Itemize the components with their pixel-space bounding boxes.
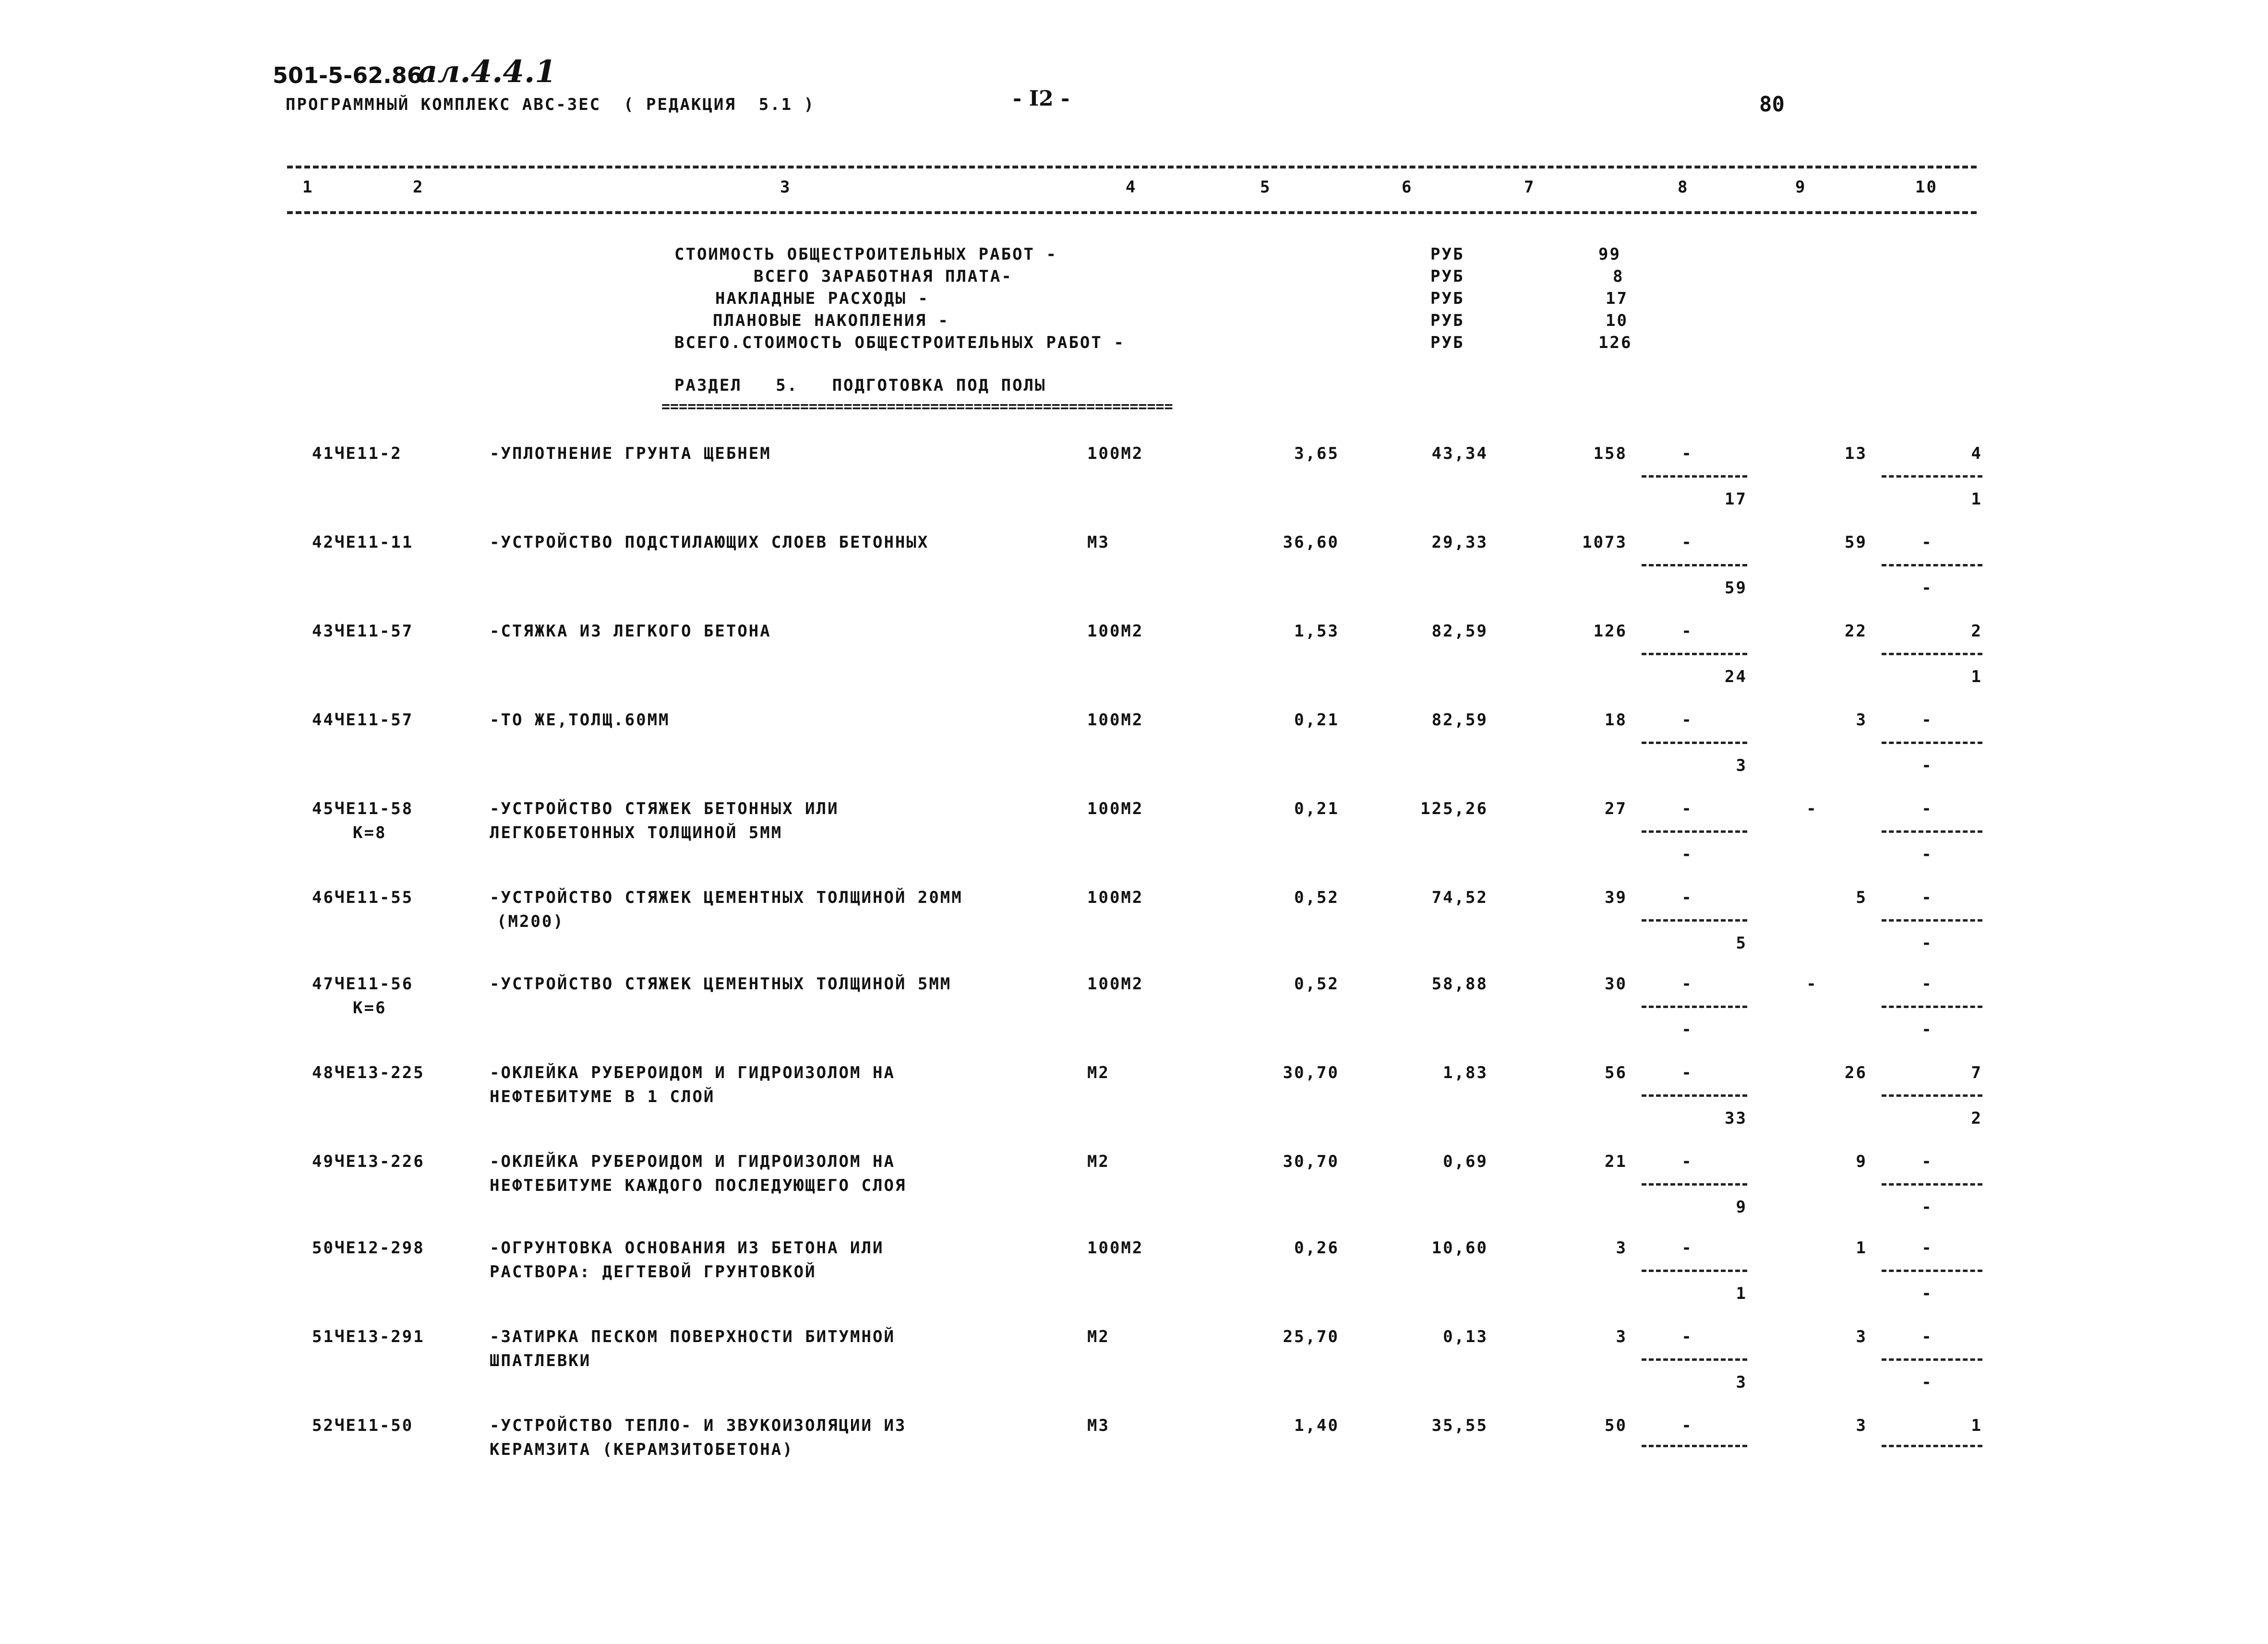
item-col10: - bbox=[1921, 974, 1933, 994]
item-description: -ОКЛЕЙКА РУБЕРОИДОМ И ГИДРОИЗОЛОМ НА bbox=[490, 1063, 895, 1082]
item-col10: - bbox=[1921, 799, 1933, 818]
item-code: 48ЧЕ13-225 bbox=[312, 1063, 425, 1082]
item-total: 50 bbox=[1605, 1416, 1627, 1435]
item-col8-rule bbox=[1642, 742, 1747, 744]
item-col9: 3 bbox=[1856, 710, 1867, 730]
item-col9: 26 bbox=[1845, 1063, 1867, 1082]
item-col10: - bbox=[1921, 1238, 1933, 1258]
handwritten-reference: ал.4.4.1 bbox=[418, 54, 556, 90]
sheet-number: 80 bbox=[1759, 92, 1785, 117]
header-bottom-rule bbox=[287, 211, 1977, 214]
section-underline: =========================================================== bbox=[661, 398, 1173, 415]
item-col8-rule bbox=[1642, 830, 1747, 833]
item-description: -ОГРУНТОВКА ОСНОВАНИЯ ИЗ БЕТОНА ИЛИ bbox=[490, 1238, 884, 1258]
summary-unit: РУБ bbox=[1430, 333, 1464, 352]
item-total: 27 bbox=[1605, 799, 1627, 818]
item-unit-price: 0,13 bbox=[1443, 1327, 1488, 1346]
item-quantity: 0,21 bbox=[1294, 799, 1339, 818]
item-col9: - bbox=[1806, 974, 1818, 994]
item-description-cont: КЕРАМЗИТА (КЕРАМЗИТОБЕТОНА) bbox=[490, 1440, 794, 1459]
header-top-rule bbox=[287, 166, 1977, 168]
item-unit-price: 43,34 bbox=[1431, 444, 1488, 463]
item-description: -УСТРОЙСТВО ТЕПЛО- И ЗВУКОИЗОЛЯЦИИ ИЗ bbox=[490, 1416, 907, 1435]
item-col10: 7 bbox=[1971, 1063, 1982, 1082]
item-quantity: 3,65 bbox=[1294, 444, 1339, 463]
item-col8-wage: 24 bbox=[1725, 667, 1747, 686]
item-code: 51ЧЕ13-291 bbox=[312, 1327, 425, 1346]
item-code: 42ЧЕ11-11 bbox=[312, 533, 414, 552]
item-unit-price: 58,88 bbox=[1431, 974, 1488, 994]
item-col10: - bbox=[1921, 888, 1933, 907]
item-col8: - bbox=[1681, 888, 1693, 907]
col-header-7: 7 bbox=[1524, 178, 1536, 197]
item-col8-rule bbox=[1642, 1094, 1747, 1097]
item-quantity: 30,70 bbox=[1283, 1152, 1339, 1171]
summary-unit: РУБ bbox=[1430, 289, 1464, 308]
col-header-2: 2 bbox=[413, 178, 424, 197]
item-col9: 9 bbox=[1856, 1152, 1867, 1171]
item-unit-price: 1,83 bbox=[1443, 1063, 1488, 1082]
item-description: -УСТРОЙСТВО СТЯЖЕК БЕТОННЫХ ИЛИ bbox=[490, 799, 839, 818]
item-col8-rule bbox=[1642, 1445, 1747, 1447]
item-col8: - bbox=[1681, 622, 1693, 641]
item-description: -УСТРОЙСТВО ПОДСТИЛАЮЩИХ СЛОЕВ БЕТОННЫХ bbox=[490, 533, 929, 552]
item-col9: 3 bbox=[1856, 1416, 1867, 1435]
item-col10-rule bbox=[1882, 1094, 1982, 1097]
item-col10-rule bbox=[1882, 742, 1982, 744]
item-col10-rule bbox=[1882, 1445, 1982, 1447]
item-description: -УСТРОЙСТВО СТЯЖЕК ЦЕМЕНТНЫХ ТОЛЩИНОЙ 20ММ bbox=[490, 888, 963, 907]
summary-label: ВСЕГО ЗАРАБОТНАЯ ПЛАТА- bbox=[754, 267, 1013, 286]
item-description: -УПЛОТНЕНИЕ ГРУНТА ЩЕБНЕМ bbox=[490, 444, 771, 463]
item-col8-rule bbox=[1642, 653, 1747, 655]
item-col8-wage: 17 bbox=[1725, 490, 1747, 509]
summary-value: 126 bbox=[1598, 333, 1632, 352]
item-col10-rule bbox=[1882, 1183, 1982, 1186]
item-col10-rule bbox=[1882, 919, 1982, 922]
item-col10-wage: - bbox=[1921, 1373, 1933, 1392]
item-col8: - bbox=[1681, 710, 1693, 730]
summary-unit: РУБ bbox=[1430, 311, 1464, 330]
section-title: РАЗДЕЛ 5. ПОДГОТОВКА ПОД ПОЛЫ bbox=[674, 376, 1046, 395]
item-code-coefficient: К=8 bbox=[353, 823, 387, 842]
item-col9: - bbox=[1806, 799, 1818, 818]
col-header-9: 9 bbox=[1795, 178, 1807, 197]
item-description-cont: ШПАТЛЕВКИ bbox=[490, 1351, 591, 1370]
item-code: 43ЧЕ11-57 bbox=[312, 622, 414, 641]
item-quantity: 36,60 bbox=[1283, 533, 1339, 552]
item-total: 30 bbox=[1605, 974, 1627, 994]
item-total: 3 bbox=[1616, 1238, 1627, 1258]
page-marker: - I2 - bbox=[1013, 86, 1070, 111]
item-col8: - bbox=[1681, 1327, 1693, 1346]
item-col8-wage: - bbox=[1681, 845, 1693, 864]
item-col8-wage: 5 bbox=[1736, 934, 1747, 953]
item-unit: М2 bbox=[1087, 1327, 1110, 1346]
item-col10-rule bbox=[1882, 1006, 1982, 1008]
item-unit: М2 bbox=[1087, 1063, 1110, 1082]
item-col8-rule bbox=[1642, 475, 1747, 478]
item-total: 158 bbox=[1593, 444, 1627, 463]
item-col8: - bbox=[1681, 1063, 1693, 1082]
item-unit: М3 bbox=[1087, 1416, 1110, 1435]
item-col8-rule bbox=[1642, 1270, 1747, 1272]
item-col9: 13 bbox=[1845, 444, 1867, 463]
item-description-cont: НЕФТЕБИТУМЕ КАЖДОГО ПОСЛЕДУЮЩЕГО СЛОЯ bbox=[490, 1176, 907, 1195]
item-col10: 2 bbox=[1971, 622, 1982, 641]
col-header-6: 6 bbox=[1402, 178, 1413, 197]
item-col8-wage: 3 bbox=[1736, 1373, 1747, 1392]
item-col10: - bbox=[1921, 533, 1933, 552]
item-col10: 4 bbox=[1971, 444, 1982, 463]
item-code: 47ЧЕ11-56 bbox=[312, 974, 414, 994]
item-col10-wage: 2 bbox=[1971, 1109, 1982, 1128]
col-header-8: 8 bbox=[1678, 178, 1689, 197]
item-description-cont: РАСТВОРА: ДЕГТЕВОЙ ГРУНТОВКОЙ bbox=[490, 1262, 816, 1282]
item-code-coefficient: К=6 bbox=[353, 998, 387, 1018]
item-quantity: 0,52 bbox=[1294, 974, 1339, 994]
item-col9: 5 bbox=[1856, 888, 1867, 907]
item-col8: - bbox=[1681, 1238, 1693, 1258]
item-unit-price: 82,59 bbox=[1431, 710, 1488, 730]
item-code: 49ЧЕ13-226 bbox=[312, 1152, 425, 1171]
summary-label: ВСЕГО.СТОИМОСТЬ ОБЩЕСТРОИТЕЛЬНЫХ РАБОТ - bbox=[674, 333, 1125, 352]
item-unit: 100М2 bbox=[1087, 888, 1144, 907]
item-total: 126 bbox=[1593, 622, 1627, 641]
item-unit-price: 10,60 bbox=[1431, 1238, 1488, 1258]
item-col10: - bbox=[1921, 1327, 1933, 1346]
item-quantity: 1,40 bbox=[1294, 1416, 1339, 1435]
item-col8: - bbox=[1681, 1416, 1693, 1435]
item-unit: 100М2 bbox=[1087, 799, 1144, 818]
summary-label: НАКЛАДНЫЕ РАСХОДЫ - bbox=[715, 289, 929, 308]
item-col8: - bbox=[1681, 444, 1693, 463]
item-col10-wage: 1 bbox=[1971, 490, 1982, 509]
document-code: 501-5-62.86 bbox=[273, 62, 422, 88]
item-code: 44ЧЕ11-57 bbox=[312, 710, 414, 730]
item-col10-rule bbox=[1882, 653, 1982, 655]
col-header-4: 4 bbox=[1126, 178, 1137, 197]
item-quantity: 0,26 bbox=[1294, 1238, 1339, 1258]
item-unit-price: 82,59 bbox=[1431, 622, 1488, 641]
item-col10: - bbox=[1921, 710, 1933, 730]
item-col10-wage: - bbox=[1921, 934, 1933, 953]
item-col10-rule bbox=[1882, 1358, 1982, 1361]
item-col10: 1 bbox=[1971, 1416, 1982, 1435]
col-header-5: 5 bbox=[1260, 178, 1272, 197]
item-unit: 100М2 bbox=[1087, 444, 1144, 463]
item-col8-wage: 59 bbox=[1725, 578, 1747, 598]
item-col8: - bbox=[1681, 1152, 1693, 1171]
item-col8-wage: 33 bbox=[1725, 1109, 1747, 1128]
item-col8-wage: 1 bbox=[1736, 1284, 1747, 1303]
item-quantity: 25,70 bbox=[1283, 1327, 1339, 1346]
item-total: 56 bbox=[1605, 1063, 1627, 1082]
item-code: 52ЧЕ11-50 bbox=[312, 1416, 414, 1435]
item-col10: - bbox=[1921, 1152, 1933, 1171]
item-description-cont: ЛЕГКОБЕТОННЫХ ТОЛЩИНОЙ 5ММ bbox=[490, 823, 783, 842]
item-col9: 1 bbox=[1856, 1238, 1867, 1258]
item-total: 3 bbox=[1616, 1327, 1627, 1346]
col-header-3: 3 bbox=[780, 178, 792, 197]
col-header-1: 1 bbox=[302, 178, 314, 197]
item-unit-price: 74,52 bbox=[1431, 888, 1488, 907]
item-code: 45ЧЕ11-58 bbox=[312, 799, 414, 818]
item-description-cont: НЕФТЕБИТУМЕ В 1 СЛОЙ bbox=[490, 1087, 715, 1106]
item-description: -УСТРОЙСТВО СТЯЖЕК ЦЕМЕНТНЫХ ТОЛЩИНОЙ 5ММ bbox=[490, 974, 952, 994]
item-col10-wage: - bbox=[1921, 1020, 1933, 1039]
summary-value: 8 bbox=[1613, 267, 1624, 286]
item-col9: 3 bbox=[1856, 1327, 1867, 1346]
summary-value: 99 bbox=[1598, 245, 1621, 264]
item-unit-price: 35,55 bbox=[1431, 1416, 1488, 1435]
summary-unit: РУБ bbox=[1430, 245, 1464, 264]
item-unit-price: 0,69 bbox=[1443, 1152, 1488, 1171]
item-col8-wage: 3 bbox=[1736, 756, 1747, 775]
item-quantity: 0,52 bbox=[1294, 888, 1339, 907]
item-col10-rule bbox=[1882, 564, 1982, 566]
item-unit: М2 bbox=[1087, 1152, 1110, 1171]
item-unit: 100М2 bbox=[1087, 710, 1144, 730]
item-total: 21 bbox=[1605, 1152, 1627, 1171]
item-unit: 100М2 bbox=[1087, 974, 1144, 994]
item-code: 50ЧЕ12-298 bbox=[312, 1238, 425, 1258]
item-col9: 59 bbox=[1845, 533, 1867, 552]
item-col8: - bbox=[1681, 974, 1693, 994]
item-quantity: 30,70 bbox=[1283, 1063, 1339, 1082]
item-col10-wage: - bbox=[1921, 845, 1933, 864]
summary-label: СТОИМОСТЬ ОБЩЕСТРОИТЕЛЬНЫХ РАБОТ - bbox=[674, 245, 1057, 264]
item-description: -СТЯЖКА ИЗ ЛЕГКОГО БЕТОНА bbox=[490, 622, 771, 641]
item-col8-wage: - bbox=[1681, 1020, 1693, 1039]
item-col10-rule bbox=[1882, 830, 1982, 833]
item-unit-price: 29,33 bbox=[1431, 533, 1488, 552]
item-unit: 100М2 bbox=[1087, 622, 1144, 641]
item-total: 39 bbox=[1605, 888, 1627, 907]
item-col8: - bbox=[1681, 799, 1693, 818]
item-col10-wage: - bbox=[1921, 1198, 1933, 1217]
item-col8-rule bbox=[1642, 564, 1747, 566]
col-header-10: 10 bbox=[1915, 178, 1938, 197]
item-col10-wage: 1 bbox=[1971, 667, 1982, 686]
item-col10-rule bbox=[1882, 1270, 1982, 1272]
item-col8: - bbox=[1681, 533, 1693, 552]
item-quantity: 1,53 bbox=[1294, 622, 1339, 641]
item-col8-rule bbox=[1642, 1358, 1747, 1361]
item-col8-rule bbox=[1642, 1183, 1747, 1186]
summary-unit: РУБ bbox=[1430, 267, 1464, 286]
item-col9: 22 bbox=[1845, 622, 1867, 641]
item-unit-price: 125,26 bbox=[1420, 799, 1488, 818]
item-col10-rule bbox=[1882, 475, 1982, 478]
item-description-cont: (М200) bbox=[497, 912, 564, 931]
item-col8-rule bbox=[1642, 1006, 1747, 1008]
item-code: 46ЧЕ11-55 bbox=[312, 888, 414, 907]
item-quantity: 0,21 bbox=[1294, 710, 1339, 730]
item-col10-wage: - bbox=[1921, 756, 1933, 775]
item-col8-rule bbox=[1642, 919, 1747, 922]
item-col10-wage: - bbox=[1921, 1284, 1933, 1303]
item-unit: М3 bbox=[1087, 533, 1110, 552]
item-unit: 100М2 bbox=[1087, 1238, 1144, 1258]
item-code: 41ЧЕ11-2 bbox=[312, 444, 402, 463]
summary-label: ПЛАНОВЫЕ НАКОПЛЕНИЯ - bbox=[713, 311, 949, 330]
program-line: ПРОГРАММНЫЙ КОМПЛЕКС АВС-ЗЕС ( РЕДАКЦИЯ 5.1 ) bbox=[286, 95, 816, 114]
item-col10-wage: - bbox=[1921, 578, 1933, 598]
item-total: 1073 bbox=[1582, 533, 1627, 552]
item-description: -ОКЛЕЙКА РУБЕРОИДОМ И ГИДРОИЗОЛОМ НА bbox=[490, 1152, 895, 1171]
summary-value: 17 bbox=[1606, 289, 1628, 308]
item-description: -ТО ЖЕ,ТОЛЩ.60ММ bbox=[490, 710, 670, 730]
item-col8-wage: 9 bbox=[1736, 1198, 1747, 1217]
item-description: -ЗАТИРКА ПЕСКОМ ПОВЕРХНОСТИ БИТУМНОЙ bbox=[490, 1327, 895, 1346]
summary-value: 10 bbox=[1606, 311, 1628, 330]
item-total: 18 bbox=[1605, 710, 1627, 730]
